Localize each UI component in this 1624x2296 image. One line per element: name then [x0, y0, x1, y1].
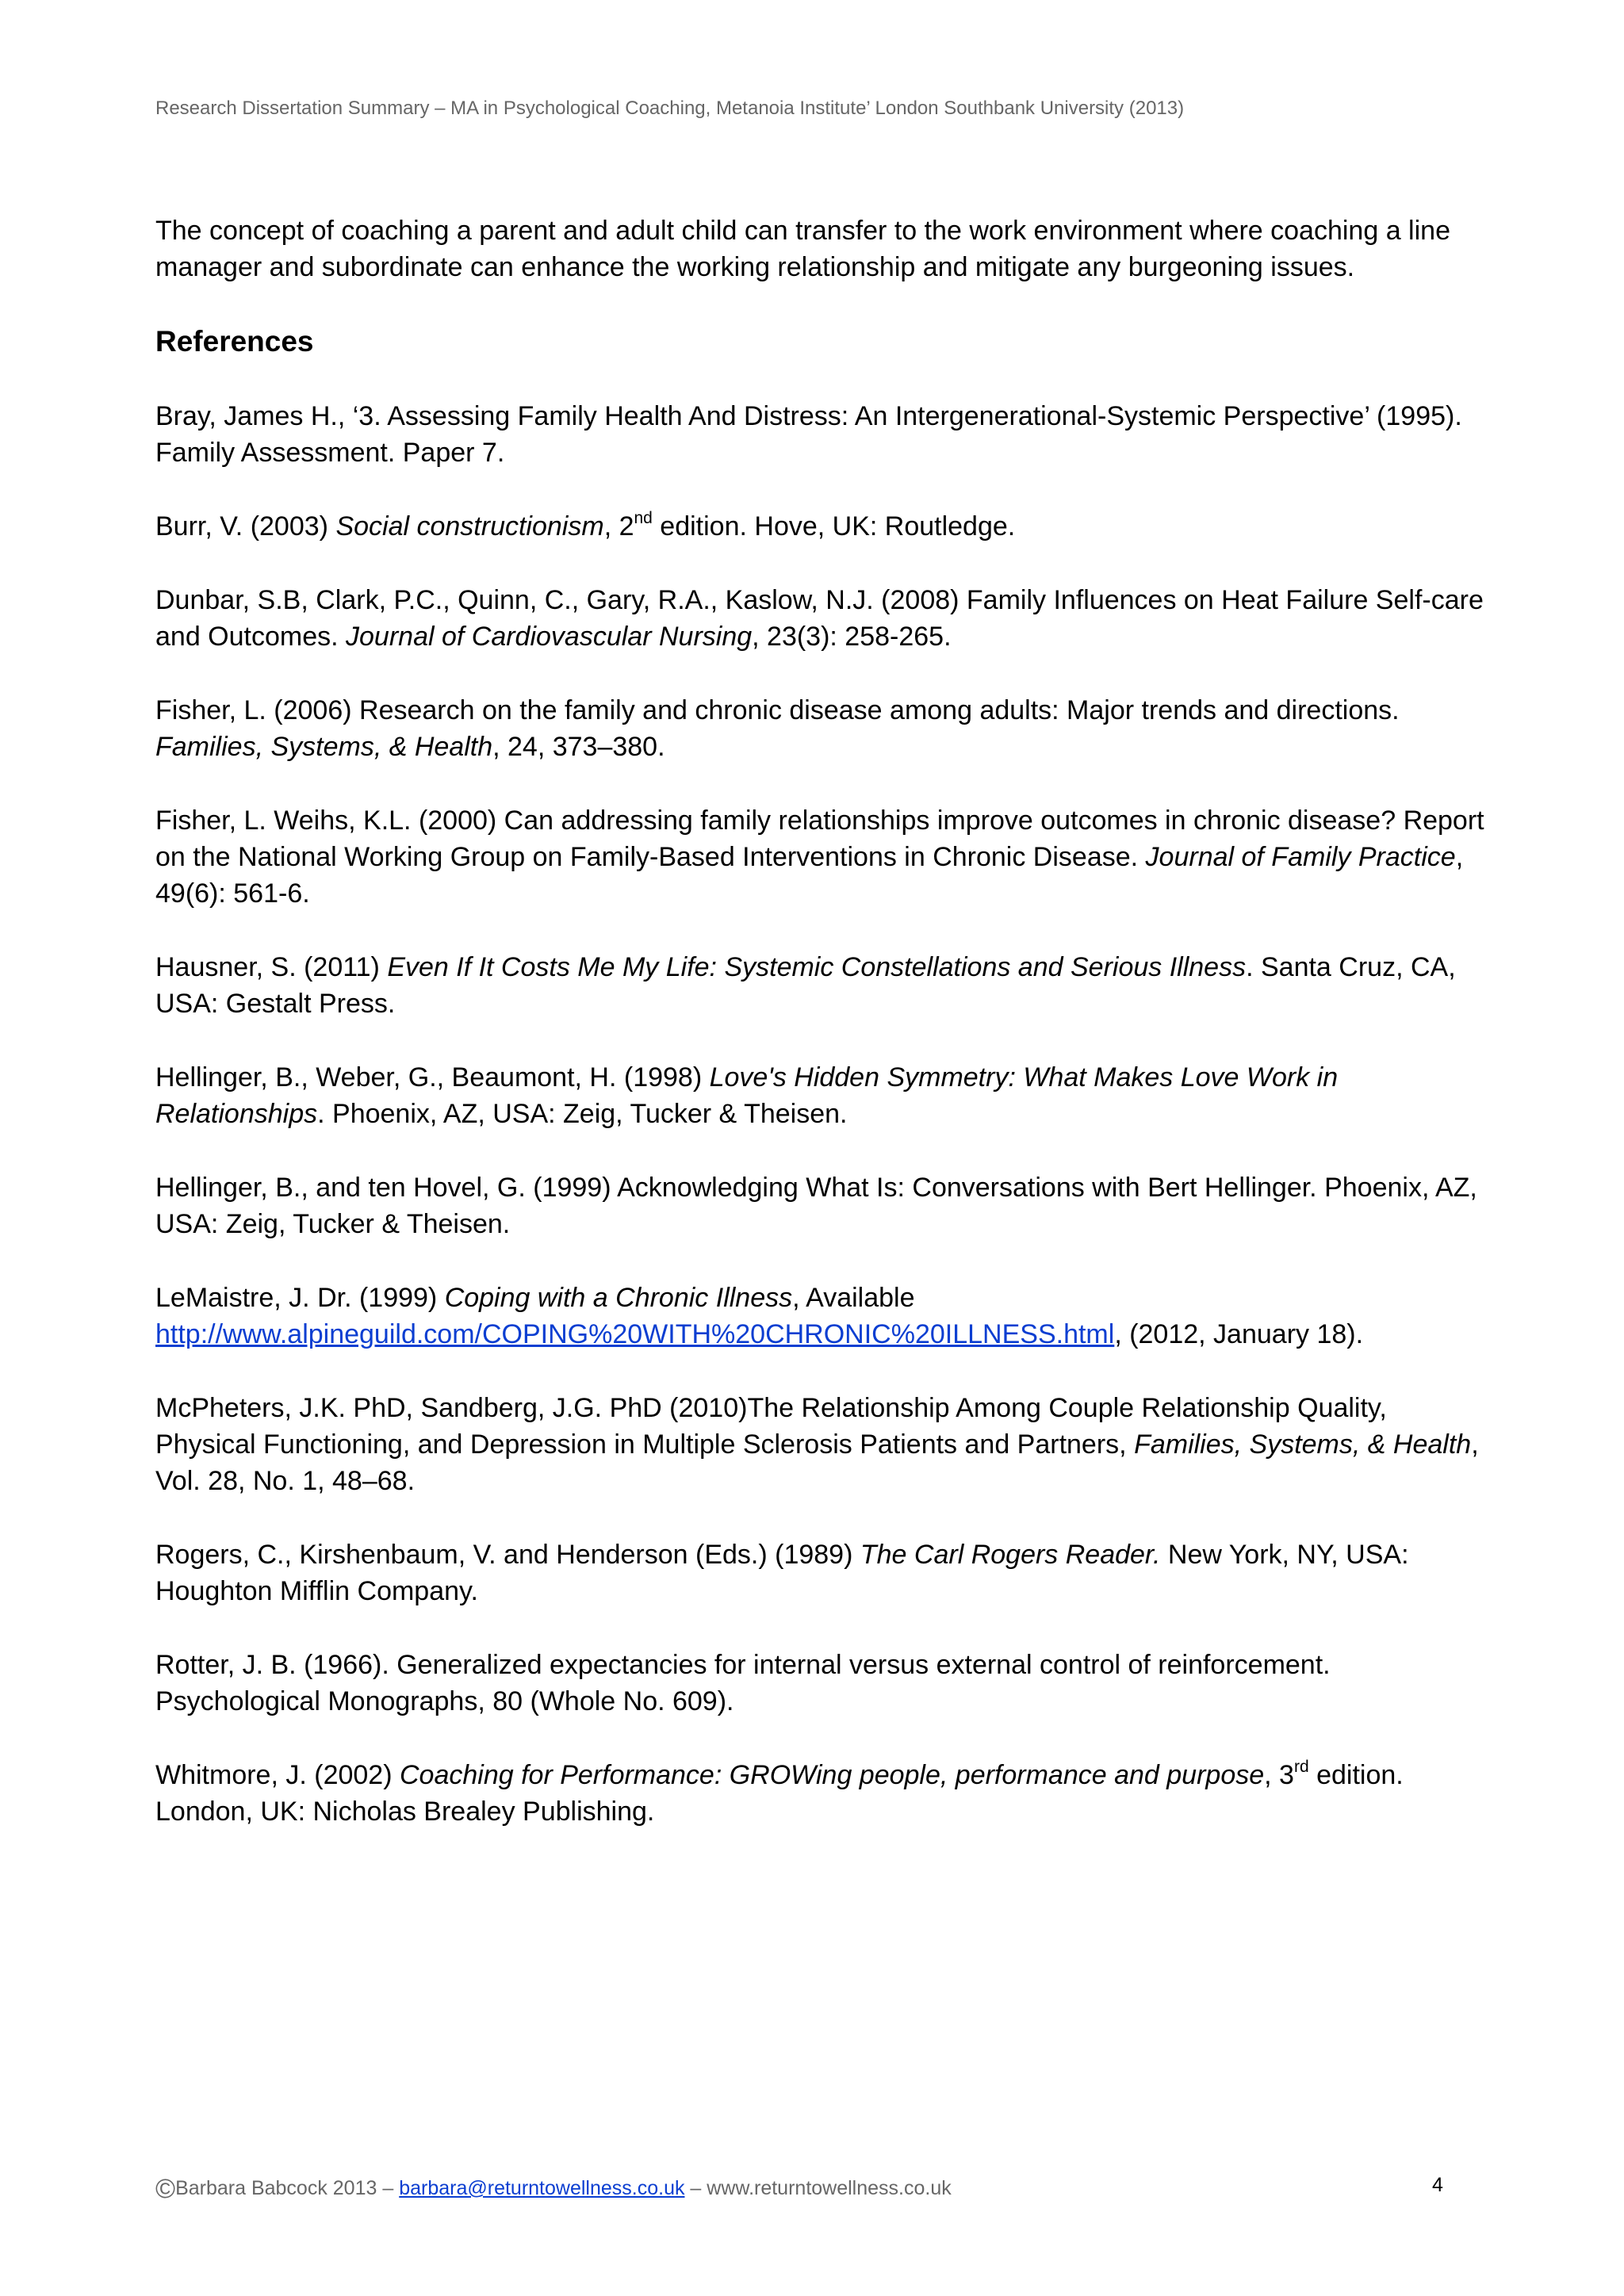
- reference-item-hellinger-1998: Hellinger, B., Weber, G., Beaumont, H. (1998) Love's Hidden Symmetry: What Makes Love Work in Relationships. Phoenix, AZ, USA: Zeig, Tucker & Theisen.: [155, 1062, 1339, 1129]
- reference-item-dunbar: Dunbar, S.B, Clark, P.C., Quinn, C., Gary, R.A., Kaslow, N.J. (2008) Family Influences on Heat Failure Self-care and Outcomes. Journal of Cardiovascular Nursing, 23(3): 258-265.: [155, 585, 1484, 652]
- reference-item-burr: Burr, V. (2003) Social constructionism, 2nd edition. Hove, UK: Routledge.: [155, 509, 1016, 541]
- reference-item-fisher-2000: Fisher, L. Weihs, K.L. (2000) Can addressing family relationships improve outcomes in chronic disease? Report on the National Working Group on Family-Based Interventions in Chronic Disease. Journal of Family Practice, 49(6): 561-6.: [155, 806, 1484, 909]
- references-heading: References: [155, 325, 314, 358]
- reference-item-lemaistre: LeMaistre, J. Dr. (1999) Coping with a Chronic Illness, Available http://www.alpineguild.com/COPING%20WITH%20CHRONIC%20ILLNESS.html, (2012, January 18).: [155, 1283, 1364, 1349]
- footer-author: Barbara Babcock 2013 –: [175, 2177, 400, 2199]
- reference-item-mcpheters: McPheters, J.K. PhD, Sandberg, J.G. PhD (2010)The Relationship Among Couple Relationship Quality, Physical Functioning, and Depression in Multiple Sclerosis Patients and Partners, Families, Systems, & Health, Vol. 28, No. 1, 48–68.: [155, 1393, 1479, 1496]
- page-footer: [155, 2174, 1456, 2205]
- reference-item-bray: Bray, James H., ‘3. Assessing Family Health And Distress: An Intergenerational-Systemic Perspective’ (1995). Family Assessment. Paper 7.: [155, 401, 1462, 468]
- reference-item-hausner: Hausner, S. (2011) Even If It Costs Me My Life: Systemic Constellations and Serious Illness. Santa Cruz, CA, USA: Gestalt Press.: [155, 952, 1456, 1019]
- reference-item-fisher-2006: Fisher, L. (2006) Research on the family and chronic disease among adults: Major trends and directions. Families, Systems, & Health, 24, 373–380.: [155, 695, 1400, 762]
- reference-item-rogers: Rogers, C., Kirshenbaum, V. and Henderson (Eds.) (1989) The Carl Rogers Reader. New York, NY, USA: Houghton Mifflin Company.: [155, 1540, 1409, 1606]
- reference-item-hellinger-1999: Hellinger, B., and ten Hovel, G. (1999) Acknowledging What Is: Conversations with Bert Hellinger. Phoenix, AZ, USA: Zeig, Tucker & Theisen.: [155, 1173, 1477, 1239]
- reference-link[interactable]: http://www.alpineguild.com/COPING%20WITH%20CHRONIC%20ILLNESS.html: [155, 1319, 1115, 1349]
- reference-item-whitmore: Whitmore, J. (2002) Coaching for Performance: GROWing people, performance and purpose, 3rd edition. London, UK: Nicholas Brealey Publishing.: [155, 1758, 1404, 1827]
- footer-website: – www.returntowellness.co.uk: [684, 2177, 952, 2199]
- reference-item-rotter: Rotter, J. B. (1966). Generalized expectancies for internal versus external control of reinforcement. Psychological Monographs, 80 (Whole No. 609).: [155, 1650, 1331, 1716]
- running-header: Research Dissertation Summary – MA in Psychological Coaching, Metanoia Institute’ London Southbank University (2013): [155, 98, 1185, 119]
- page-body: [155, 212, 1488, 1867]
- footer-email-link[interactable]: barbara@returntowellness.co.uk: [399, 2177, 685, 2199]
- page-number: 4: [1432, 2174, 1443, 2196]
- copyright-icon: ©: [155, 2174, 176, 2204]
- intro-paragraph: The concept of coaching a parent and adult child can transfer to the work environment where coaching a line manager and subordinate can enhance the working relationship and mitigate any burgeoning issues.: [155, 216, 1450, 282]
